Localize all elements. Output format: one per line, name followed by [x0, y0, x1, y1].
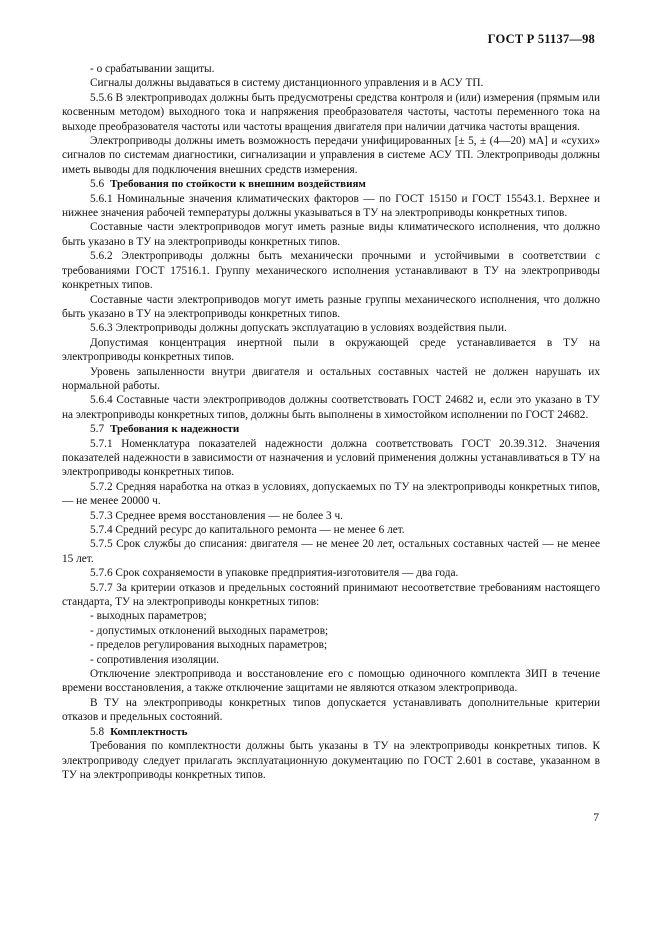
document-body [62, 62, 600, 782]
paragraph: Электроприводы должны иметь возможность передачи унифицированных [± 5, ± (4—20) мА] и «сухих» сигналов по системам диагностики, сигнализации и управления в системе АСУ ТП. Электроприводы должны иметь выводы для подключения внешних средств измерения. [62, 135, 600, 176]
section-heading [62, 725, 600, 739]
paragraph: Требования по комплектности должны быть указаны в ТУ на электроприводы конкретных типов. К электроприводу следует прилагать эксплуатационную документацию по ГОСТ 2.601 в составе, указанном в ТУ на электроприводы конкретных типов. [62, 740, 600, 781]
section-number: 5.7 [90, 423, 105, 436]
paragraph: Составные части электроприводов могут иметь разные виды климатического исполнения, что должно быть указано в ТУ на электроприводы конкретных типов. [62, 221, 600, 248]
page-number: 7 [593, 812, 599, 824]
paragraph: - о срабатывании защиты. [90, 63, 215, 75]
list-item: - сопротивления изоляции. [90, 653, 220, 666]
paragraph: 5.5.6 В электроприводах должны быть предусмотрены средства контроля и (или) измерения (прямым или косвенным методом) выходного тока и напряжения преобразователя частоты, частоты переменного тока на выходе преобразователя частоты или частоты вращения двигателя при наличии датчика частоты вращения. [62, 91, 600, 133]
paragraph: Допустимая концентрация инертной пыли в окружающей среде устанавливается в ТУ на электроприводы конкретных типов. [62, 336, 600, 364]
document-header: ГОСТ Р 51137—98 [487, 32, 595, 46]
paragraph: 5.7.1 Номенклатура показателей надежности должна соответствовать ГОСТ 20.39.312. Значения показателей надежности в зависимости от назначения и условий применения должны устанавливаться в ТУ на электроприводы конкретных типов. [62, 437, 600, 479]
list-item: - пределов регулирования выходных параметров; [90, 639, 328, 652]
paragraph: 5.7.2 Средняя наработка на отказ в условиях, допускаемых по ТУ на электроприводы конкретных типов, — не менее 20000 ч. [62, 480, 600, 508]
section-number: 5.8 [90, 725, 105, 738]
paragraph: В ТУ на электроприводы конкретных типов допускается устанавливать дополнительные критерии отказов и предельных состояний. [62, 696, 600, 724]
paragraph: 5.6.4 Составные части электроприводов должны соответствовать ГОСТ 24682 и, если это указано в ТУ на электроприводы конкретных типов, должны быть выполнены в химостойком исполнении по ГОСТ 24682. [62, 394, 600, 421]
list-item: - выходных параметров; [90, 610, 207, 623]
list-item: - допустимых отклонений выходных параметров; [90, 624, 329, 637]
paragraph: 5.7.5 Срок службы до списания: двигателя — не менее 20 лет, остальных составных частей — не менее 15 лет. [62, 538, 600, 565]
section-title: Требования к надежности [110, 423, 240, 436]
paragraph: 5.7.4 Средний ресурс до капитального ремонта — не менее 6 лет. [90, 524, 405, 536]
section-heading [62, 422, 600, 436]
paragraph: Сигналы должны выдаваться в систему дистанционного управления и в АСУ ТП. [90, 77, 484, 90]
paragraph: 5.7.6 Срок сохраняемости в упаковке предприятия-изготовителя — два года. [90, 567, 459, 580]
paragraph: 5.6.2 Электроприводы должны быть механически прочными и устойчивыми в соответствии с требованиями ГОСТ 17516.1. Группу механического исполнения устанавливают в ТУ на электроприводы конкретных типов. [62, 250, 600, 292]
paragraph: 5.6.1 Номинальные значения климатических факторов — по ГОСТ 15150 и ГОСТ 15543.1. Верхнее и нижнее значения рабочей температуры должны указываться в ТУ на электроприводы конкретных типов. [62, 192, 600, 220]
paragraph: Отключение электропривода и восстановление его с помощью одиночного комплекта ЗИП в течение времени восстановления, а также отключение защитами не являются отказом электропривода. [62, 668, 600, 695]
paragraph: Составные части электроприводов могут иметь разные группы механического исполнения, что должно быть указано в ТУ на электроприводы конкретных типов. [62, 293, 600, 320]
section-heading [62, 177, 600, 191]
paragraph: Уровень запыленности внутри двигателя и остальных составных частей не должен нарушать их нормальной работы. [62, 365, 600, 392]
paragraph: 5.6.3 Электроприводы должны допускать эксплуатацию в условиях воздействия пыли. [90, 322, 507, 335]
paragraph: 5.7.3 Среднее время восстановления — не более 3 ч. [90, 509, 343, 522]
section-number: 5.6 [90, 178, 105, 191]
paragraph: 5.7.7 За критерии отказов и предельных состояний принимают несоответствие требованиям настоящего стандарта, ТУ на электроприводы конкретных типов: [62, 581, 600, 609]
section-title: Комплектность [110, 725, 188, 738]
section-title: Требования по стойкости к внешним воздействиям [110, 178, 366, 191]
